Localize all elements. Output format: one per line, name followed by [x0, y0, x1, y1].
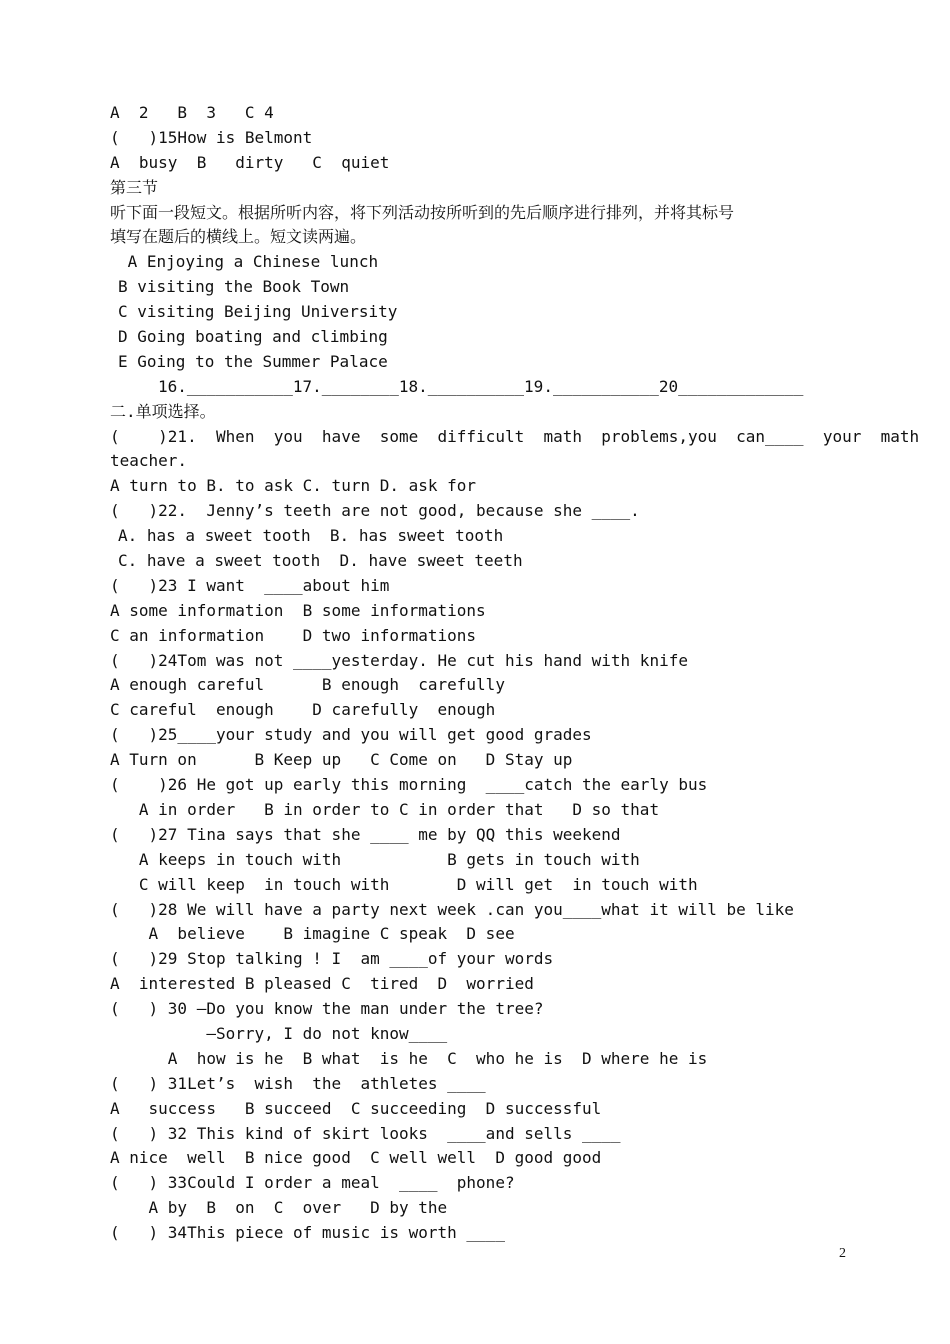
- text-line: 第三节: [110, 177, 159, 197]
- text-line: ( ) 30 –Do you know the man under the tree?: [110, 999, 544, 1019]
- text-line: 听下面一段短文。根据所听内容，将下列活动按所听到的先后顺序进行排列，并将其标号: [110, 202, 735, 222]
- document-body: [0, 101, 950, 1246]
- text-line: A Turn on B Keep up C Come on D Stay up: [110, 750, 573, 770]
- text-line: A 2 B 3 C 4: [110, 103, 274, 122]
- text-line: A enough careful B enough carefully: [110, 675, 505, 695]
- text-line: E Going to the Summer Palace: [118, 351, 388, 371]
- text-line: A some information B some informations: [110, 600, 486, 620]
- text-line: ( ) 34This piece of music is worth ____: [110, 1223, 505, 1243]
- text-line: A turn to B. to ask C. turn D. ask for: [110, 476, 477, 496]
- text-line: ( )21. When you have some difficult math problems,you can____ your math: [110, 426, 920, 446]
- text-line: A Enjoying a Chinese lunch: [118, 252, 379, 272]
- text-line: ( )25____your study and you will get good grades: [110, 725, 592, 745]
- text-line: ( )26 He got up early this morning ____catch the early bus: [110, 775, 708, 795]
- text-line: C. have a sweet tooth D. have sweet teeth: [118, 551, 523, 571]
- text-line: C will keep in touch with D will get in touch with: [110, 874, 698, 894]
- text-line: ( )24Tom was not ____yesterday. He cut his hand with knife: [110, 650, 688, 670]
- text-line: A nice well B nice good C well well D good good: [110, 1148, 602, 1168]
- text-line: 16.___________17.________18.__________19.___________20_____________: [158, 376, 804, 396]
- text-line: ( )27 Tina says that she ____ me by QQ this weekend: [110, 824, 621, 844]
- text-line: –Sorry, I do not know____: [110, 1023, 448, 1043]
- text-line: ( )23 I want ____about him: [110, 575, 390, 595]
- text-line: A how is he B what is he C who he is D where he is: [110, 1048, 708, 1068]
- text-line: C visiting Beijing University: [118, 302, 398, 322]
- text-line: C careful enough D carefully enough: [110, 700, 496, 720]
- text-line: B visiting the Book Town: [118, 277, 350, 297]
- text-line: A by B on C over D by the: [110, 1198, 448, 1218]
- page-number: 2: [839, 1246, 846, 1261]
- text-line: A. has a sweet tooth B. has sweet tooth: [118, 526, 504, 546]
- text-line: D Going boating and climbing: [118, 327, 388, 347]
- text-line: ( ) 31Let’s wish the athletes ____: [110, 1073, 486, 1093]
- text-line: A in order B in order to C in order that D so that: [110, 799, 660, 819]
- text-line: A keeps in touch with B gets in touch with: [110, 849, 640, 869]
- text-line: ( )15How is Belmont: [110, 127, 313, 147]
- text-line: teacher.: [110, 451, 188, 471]
- text-line: ( ) 32 This kind of skirt looks ____and sells ____: [110, 1123, 621, 1143]
- text-line: ( ) 33Could I order a meal ____ phone?: [110, 1173, 515, 1193]
- text-line: A believe B imagine C speak D see: [110, 924, 515, 944]
- text-line: 二.单项选择。: [110, 401, 216, 421]
- text-line: A busy B dirty C quiet: [110, 152, 390, 172]
- text-line: 填写在题后的横线上。短文读两遍。: [110, 227, 367, 247]
- text-line: C an information D two informations: [110, 625, 477, 645]
- text-line: ( )28 We will have a party next week .can you____what it will be like: [110, 899, 794, 919]
- text-line: ( )22. Jenny’s teeth are not good, because she ____.: [110, 501, 640, 521]
- text-line: A success B succeed C succeeding D successful: [110, 1098, 602, 1118]
- text-line: ( )29 Stop talking ! I am ____of your words: [110, 949, 554, 969]
- text-line: A interested B pleased C tired D worried: [110, 974, 534, 994]
